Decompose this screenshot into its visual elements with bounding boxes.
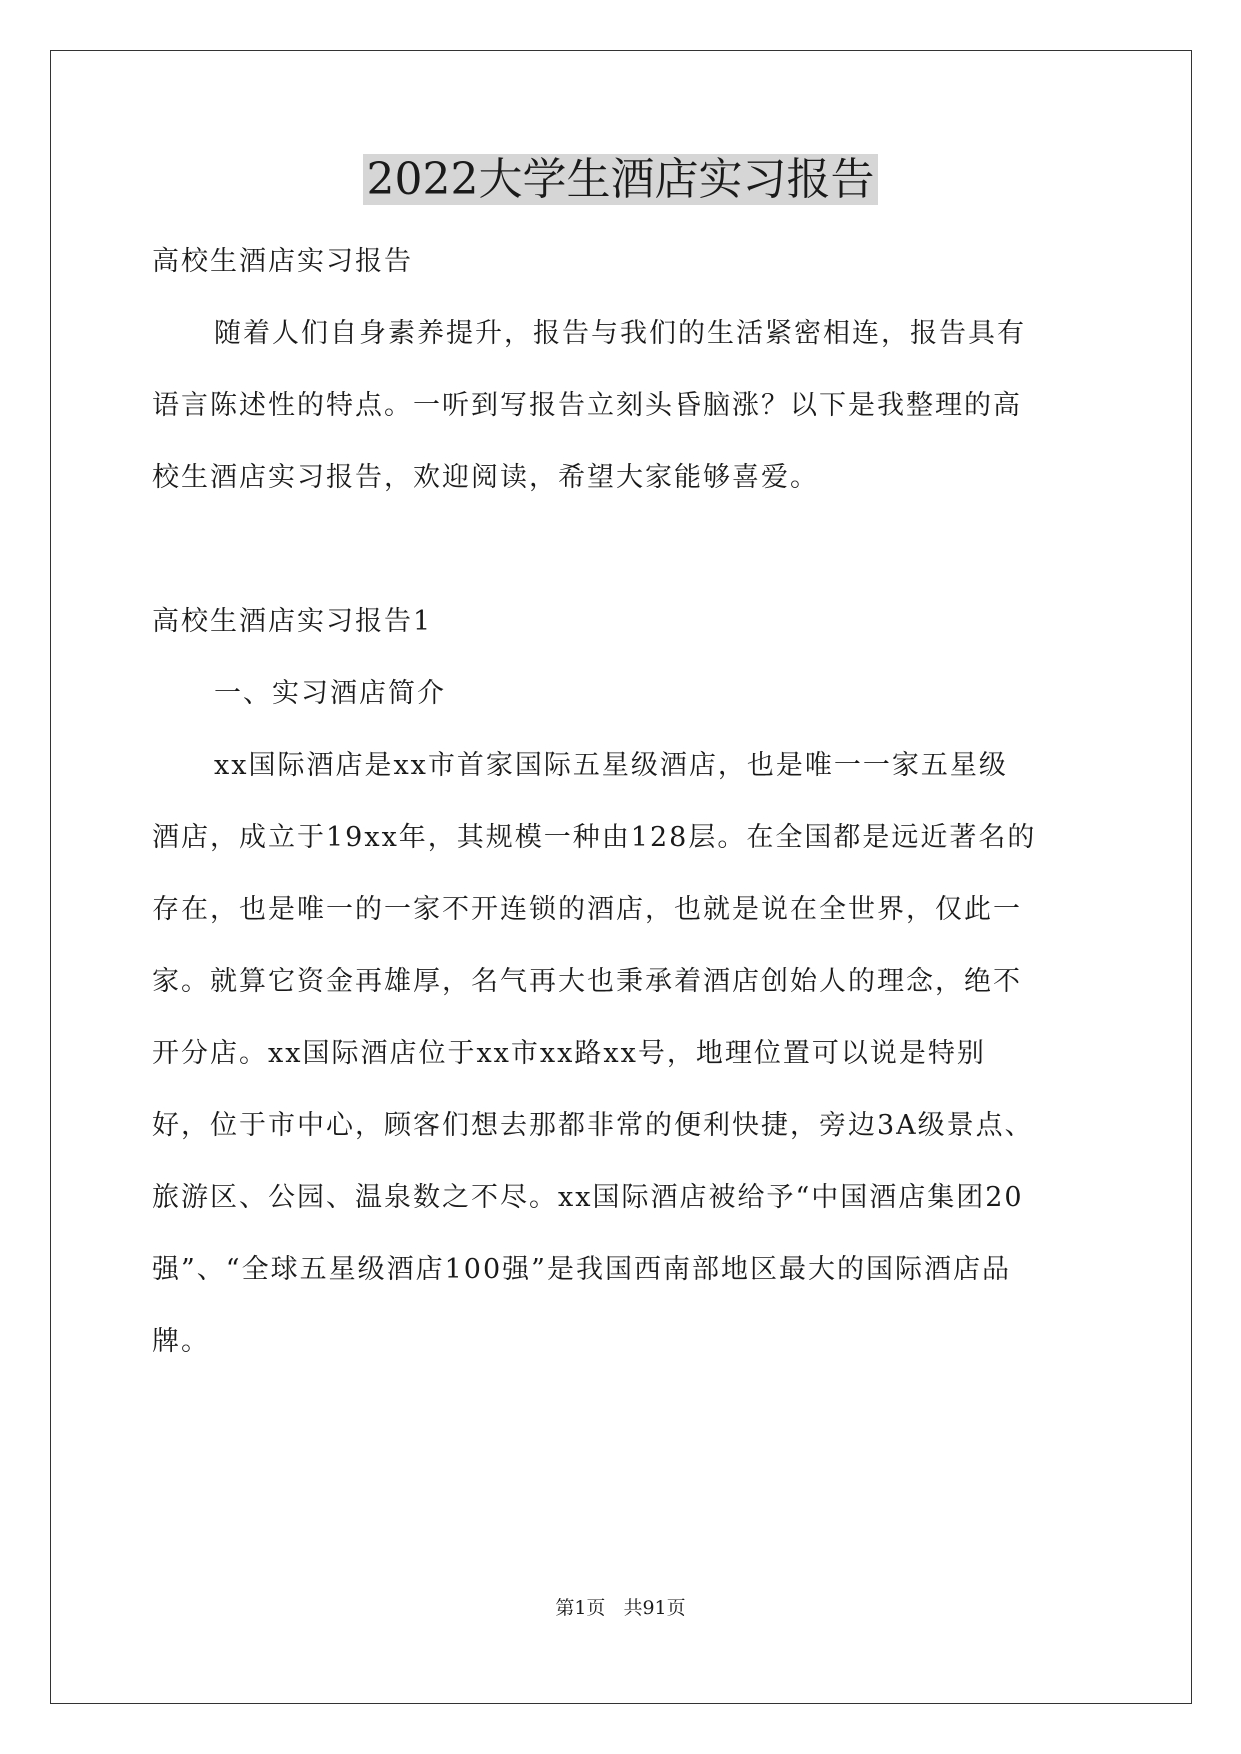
heading-1: 一、实习酒店简介 xyxy=(214,678,446,709)
body-line-3: 存在，也是唯一的一家不开连锁的酒店，也就是说在全世界，仅此一 xyxy=(152,894,1022,925)
document-title xyxy=(0,150,1241,210)
section-title: 高校生酒店实习报告1 xyxy=(152,606,433,637)
body-line-6: 好，位于市中心，顾客们想去那都非常的便利快捷，旁边3A级景点、 xyxy=(152,1110,1034,1141)
document-subtitle: 高校生酒店实习报告 xyxy=(152,246,413,277)
page-border xyxy=(50,50,1192,1704)
body-line-4: 家。就算它资金再雄厚，名气再大也秉承着酒店创始人的理念，绝不 xyxy=(152,966,1022,997)
body-line-1: xx国际酒店是xx市首家国际五星级酒店，也是唯一一家五星级 xyxy=(214,750,1008,781)
body-line-5: 开分店。xx国际酒店位于xx市xx路xx号，地理位置可以说是特别 xyxy=(152,1038,986,1069)
intro-line-2: 语言陈述性的特点。一听到写报告立刻头昏脑涨？以下是我整理的高 xyxy=(152,390,1022,421)
body-line-7: 旅游区、公园、温泉数之不尽。xx国际酒店被给予“中国酒店集团20 xyxy=(152,1182,1024,1213)
body-line-8: 强”、“全球五星级酒店100强”是我国西南部地区最大的国际酒店品 xyxy=(152,1254,1011,1285)
page-number: 第1页 xyxy=(555,1597,606,1619)
intro-line-3: 校生酒店实习报告，欢迎阅读，希望大家能够喜爱。 xyxy=(152,462,819,493)
body-line-9: 牌。 xyxy=(152,1326,210,1357)
page-total: 共91页 xyxy=(623,1597,686,1619)
intro-line-1: 随着人们自身素养提升，报告与我们的生活紧密相连，报告具有 xyxy=(214,318,1026,349)
document-title-text: 2022大学生酒店实习报告 xyxy=(363,154,879,205)
page-footer xyxy=(0,1595,1241,1621)
body-line-2: 酒店，成立于19xx年，其规模一种由128层。在全国都是远近著名的 xyxy=(152,822,1037,853)
